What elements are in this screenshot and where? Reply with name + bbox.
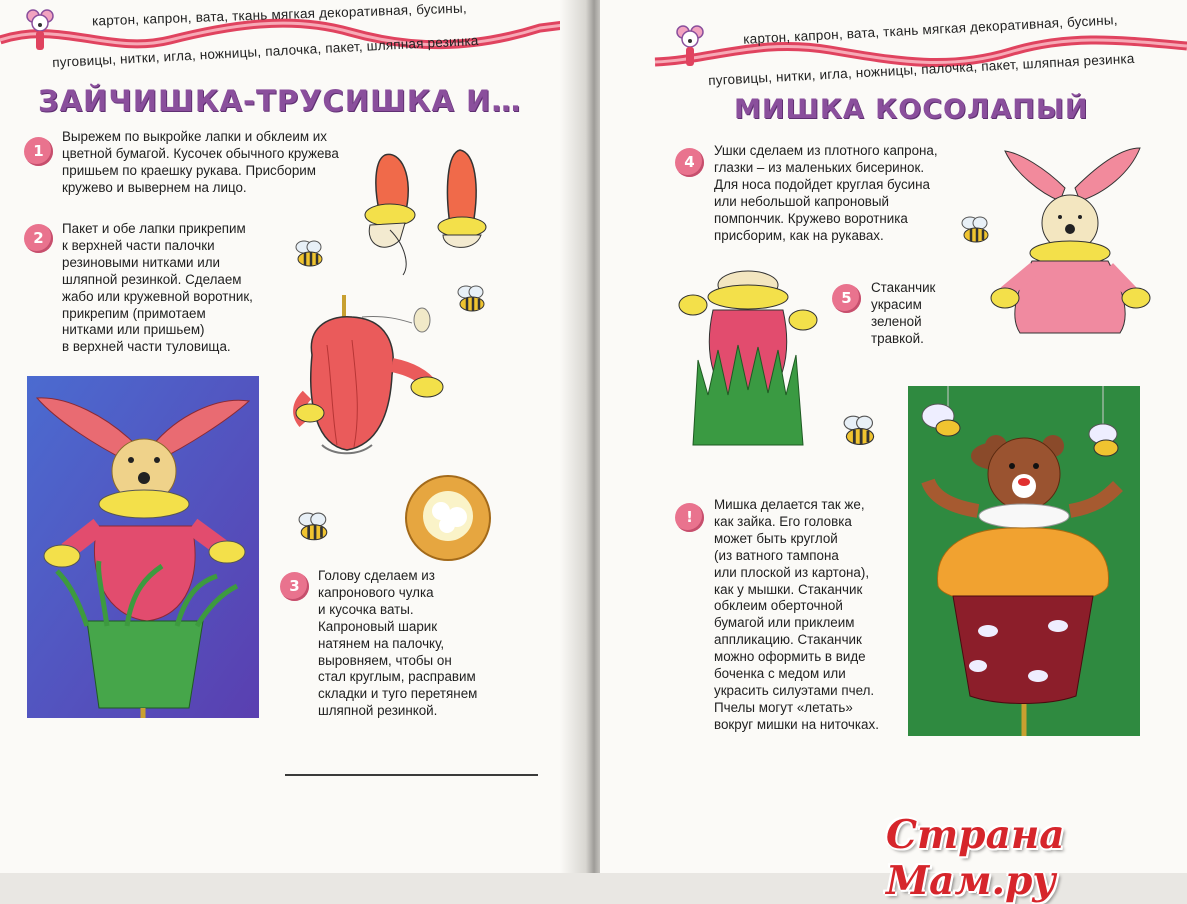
step-number-note: ! [675,503,704,532]
step-text-5: Стаканчик украсим зеленой травкой. [871,280,936,346]
bee-icon [292,240,328,270]
step-number-2: 2 [24,224,53,253]
page-title-right: МИШКА КОСОЛАПЫЙ [734,94,1089,125]
materials-line-2: пуговицы, нитки, игла, ножницы, палочка, пакет, шляпная резинка [51,32,479,71]
mouse-logo-icon [26,8,54,52]
step-number-3: 3 [280,572,309,601]
step-text-2: Пакет и обе лапки прикрепим к верхней части палочки резиновыми нитками или шляпной резинкой. Сделаем жабо или кружевной воротник, прикрепим (примотаем нитками или пришьем) в верхней части туловища. [62,221,253,355]
bunny-body-illustration [292,295,452,470]
step-text-4: Ушки сделаем из плотного капрона, глазки – из маленьких бисеринок. Для носа подойдет круглая бусина или небольшой капроновый помпончик. Кружево воротника присборим, как на рукавах. [714,143,938,243]
step-text-3: Голову сделаем из капронового чулка и кусочка ваты. Капроновый шарик натянем на палочку, выровняем, чтобы он стал круглым, расправим складки и туго перетянем шляпной резинкой. [318,568,478,719]
materials-line-1: картон, капрон, вата, ткань мягкая декоративная, бусины, [91,0,468,29]
grass-cup-illustration [678,265,818,455]
page-title-left: ЗАЙЧИШКА-ТРУСИШКА И… [38,84,522,118]
step-number-4: 4 [675,148,704,177]
step-text-1: Вырежем по выкройке лапки и обклеим их цветной бумагой. Кусочек обычного кружева пришьем по краешку рукава. Присборим кружево и вывернем на лицо. [62,129,339,195]
bee-icon [454,285,490,315]
bee-icon [294,512,334,544]
bee-icon [839,415,881,449]
left-page [0,0,588,873]
cotton-ball-illustration [403,473,493,563]
step-number-5: 5 [832,284,861,313]
bunny-photo [27,376,259,718]
bear-photo [908,386,1140,736]
step-text-note: Мишка делается так же, как зайка. Его головка может быть круглой (из ватного тампона или плоской из картона), как у мышки. Стаканчик обклеим оберточной бумагой или приклеим аппликацию. Стаканчик можно оформить в виде боченка с медом или украсить силуэтами пчел. Пчелы могут «летать» вокруг мишки на ниточках. [714,497,879,732]
right-page [600,0,1187,904]
bee-icon [958,216,994,246]
bunny-head-illustration [990,143,1150,338]
mouse-logo-icon [676,24,704,68]
materials-line-2: пуговицы, нитки, игла, ножницы, палочка, пакет, шляпная резинка [707,50,1135,89]
paws-illustration [345,145,495,285]
step-number-1: 1 [24,137,53,166]
watermark: Страна Мам.ру [886,812,1065,904]
page-rule-left [285,774,538,776]
materials-line-1: картон, капрон, вата, ткань мягкая декоративная, бусины, [742,12,1119,47]
